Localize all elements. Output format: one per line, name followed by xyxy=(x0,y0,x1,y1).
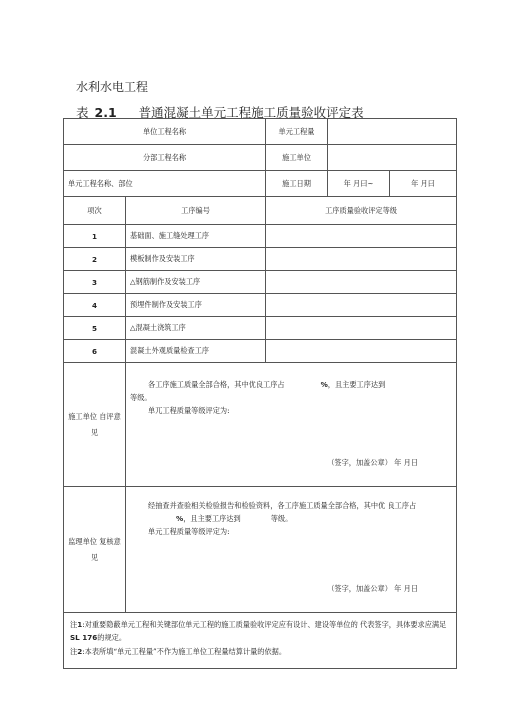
quality-evaluation-form xyxy=(63,118,457,669)
process-row xyxy=(64,340,457,363)
process-num: 3 xyxy=(64,271,126,294)
process-header-row xyxy=(64,197,457,225)
process-code-header: 工序编号 xyxy=(126,197,266,225)
process-name: △钢筋制作及安装工序 xyxy=(126,271,266,294)
construction-date-label: 施工日期 xyxy=(266,171,328,197)
process-grade-cell[interactable] xyxy=(266,340,457,363)
process-name: 混凝土外观质量检查工序 xyxy=(126,340,266,363)
note1-end: 的规定。 xyxy=(97,632,127,642)
supervisor-signature: （签字，加盖公章） 年 月日 xyxy=(327,584,419,593)
contractor-line1b: ，且主要工序达到 xyxy=(327,380,386,389)
process-name: 基础面、施工缝处理工序 xyxy=(126,225,266,248)
unit-project-name-label: 单位工程名称 xyxy=(64,119,266,145)
notes-row xyxy=(64,613,457,669)
supervisor-line2a: ，且主要工序达到 xyxy=(183,514,241,523)
info-row-unit-project xyxy=(64,119,457,145)
process-grade-cell[interactable] xyxy=(266,317,457,340)
unit-quantity-label: 单元工程量 xyxy=(266,119,328,145)
note2-text: :本表所填“单元工程量”不作为施工单位工程量结算计量的依据。 xyxy=(82,647,287,656)
supervisor-opinion-label: 监理单位 复核意见 xyxy=(64,487,126,613)
contractor-line1-pct: % xyxy=(320,380,328,389)
date-to[interactable]: 年 月曰 xyxy=(390,171,457,197)
process-num: 1 xyxy=(64,225,126,248)
process-name: 预埋件制作及安装工序 xyxy=(126,294,266,317)
unit-quantity-value[interactable] xyxy=(328,119,457,145)
process-row xyxy=(64,271,457,294)
supervisor-line3: 单元工程质量等级评定为: xyxy=(148,527,230,536)
process-num: 6 xyxy=(64,340,126,363)
table-number: 2.1 xyxy=(94,105,117,120)
process-grade-cell[interactable] xyxy=(266,248,457,271)
document-header: 水利水电工程 xyxy=(76,80,149,94)
contractor-opinion-cell[interactable] xyxy=(126,363,457,487)
contractor-line1a: 各工序施工质量全部合格，其中优良工序占 xyxy=(148,380,285,389)
process-num: 4 xyxy=(64,294,126,317)
contractor-opinion-label: 施工单位 自评意见 xyxy=(64,363,126,487)
sub-project-name-label: 分部工程名称 xyxy=(64,145,266,171)
supervisor-line2-pct: % xyxy=(176,514,184,523)
process-row xyxy=(64,225,457,248)
note-2 xyxy=(70,646,450,659)
process-num: 2 xyxy=(64,248,126,271)
process-row xyxy=(64,317,457,340)
note1-num: 1 xyxy=(77,620,83,629)
note2-prefix: 注 xyxy=(70,647,78,656)
unit-name-location-label: 单元工程名称、部位 xyxy=(64,171,266,197)
grade-header: 工序质量验收评定等级 xyxy=(266,197,457,225)
process-name: 模板制作及安装工序 xyxy=(126,248,266,271)
supervisor-line1: 经抽查并查验相关检验报告和检验资料，各工序施工质量全部合格，其中优 良工序占 xyxy=(148,501,417,510)
note1-code: SL 176 xyxy=(70,632,98,642)
table-title-text: 普通混凝土单元工程施工质量验收评定表 xyxy=(138,105,364,120)
note1-prefix: 注 xyxy=(70,620,78,629)
contractor-label: 施工单位 xyxy=(266,145,328,171)
info-row-unit-name xyxy=(64,171,457,197)
note2-num: 2 xyxy=(77,647,83,656)
note1-text: :对重要隐蔽单元工程和关键部位单元工程的施工质量验收评定应有设计、建设等单位的 代表签字，具体要求应满足 xyxy=(82,620,447,629)
seq-header: 项次 xyxy=(64,197,126,225)
supervisor-line2b: 等级。 xyxy=(270,514,293,523)
process-grade-cell[interactable] xyxy=(266,225,457,248)
contractor-line2: 等级。 xyxy=(130,393,152,402)
supervisor-opinion-row xyxy=(64,487,457,613)
table-label: 表 xyxy=(76,105,89,120)
process-row xyxy=(64,294,457,317)
process-row xyxy=(64,248,457,271)
process-grade-cell[interactable] xyxy=(266,271,457,294)
contractor-value[interactable] xyxy=(328,145,457,171)
contractor-opinion-row xyxy=(64,363,457,487)
supervisor-opinion-cell[interactable] xyxy=(126,487,457,613)
contractor-line3: 单兀工程质量等级评定为: xyxy=(148,406,230,415)
date-from[interactable]: 年 月曰~ xyxy=(328,171,390,197)
process-grade-cell[interactable] xyxy=(266,294,457,317)
contractor-signature: （签字，加盖公章） 年 月日 xyxy=(327,458,419,467)
process-name: △混凝土浇筑工序 xyxy=(126,317,266,340)
process-num: 5 xyxy=(64,317,126,340)
info-row-sub-project xyxy=(64,145,457,171)
notes-cell xyxy=(64,613,457,669)
note-1 xyxy=(70,619,450,644)
